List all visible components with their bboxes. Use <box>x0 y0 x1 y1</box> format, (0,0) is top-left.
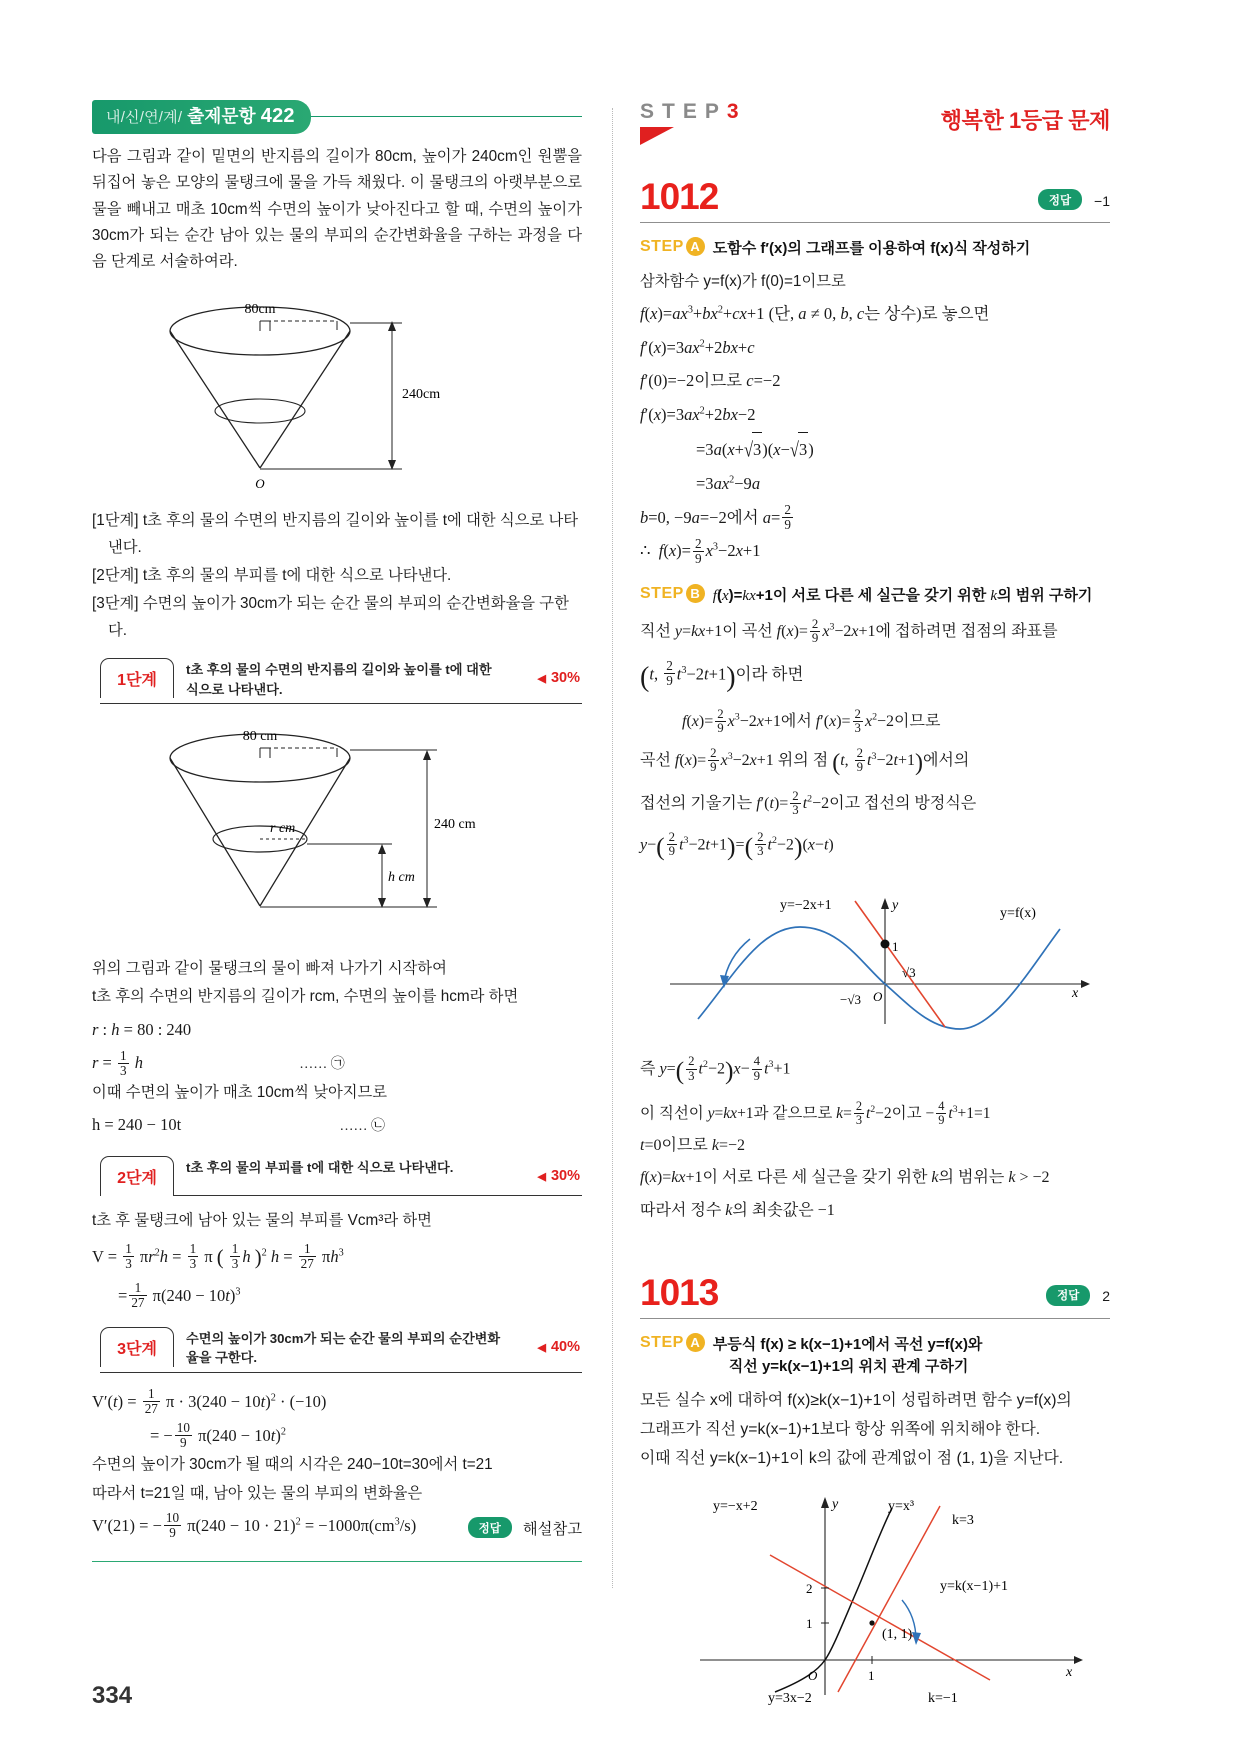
step-tag: [3단계] <box>92 595 139 613</box>
graph-1013-x-axis-label: x <box>1066 1665 1073 1681</box>
equation-ratio: r : h = 80 : 240 <box>92 1019 192 1039</box>
figure2-r-label: r cm <box>270 820 296 836</box>
section-tag <box>92 100 311 134</box>
equation-final: V′(21) = − $\frac{10}{9}$ $\pi(240 - 10 \cdot 21)^2 = -1000\pi(cm^3/s)$ <box>92 1510 417 1541</box>
equation-r: r = $\frac{1}{3}$ h …… ㉠ <box>92 1047 345 1078</box>
line-a1: $f(x)=ax^3+bx^2+cx+1$ (단, a ≠ 0, b, c는 상수)로 놓으면 <box>640 303 990 323</box>
steps-list <box>92 508 582 643</box>
step3-number: 3 <box>726 100 747 123</box>
graph-1012-svg <box>640 879 1100 1034</box>
answer-text: 해설참고 <box>522 1520 582 1538</box>
graph-1013-y-axis-label: y <box>832 1497 839 1513</box>
eq-ref-1: …… ㉠ <box>299 1057 345 1073</box>
line-b2: f(x)= $\frac{2}{9}$ $x^3-2x+1$에서 f′(x)= $\frac{2}{3}$ $x^2-2$이므로 <box>682 706 941 736</box>
column-divider <box>612 108 613 1588</box>
line-a6: $=3ax^2-9a$ <box>696 473 761 493</box>
step-title-line1: 부등식 f(x) ≥ k(x−1)+1에서 곡선 y=f(x)와 <box>712 1335 983 1353</box>
after-figure-line-1: 위의 그림과 같이 물탱크의 물이 빠져 나가기 시작하여 <box>92 959 447 977</box>
step-a-label-1013 <box>640 1333 1110 1379</box>
graph-1013-line3-label: y=3x−2 <box>768 1691 812 1707</box>
step-word: STEP A <box>640 237 705 256</box>
tag-number: 422 <box>260 105 295 127</box>
step-percent-3: ◀ 40% <box>537 1338 580 1355</box>
line-b5: y−( $\frac{2}{9}$ $t^3-2t+1)=$( $\frac{2}{3}$ $t^2-2)(x-t)$ <box>640 829 834 861</box>
answer-row-left <box>468 1517 582 1539</box>
step-a-label-1012 <box>640 237 1110 261</box>
steps-list-item <box>92 563 582 589</box>
step-title: 도함수 f′(x)의 그래프를 이용하여 f(x)식 작성하기 <box>712 240 1031 257</box>
after-figure-line-2: t초 후의 수면의 반지름의 길이가 rcm, 수면의 높이를 hcm라 하면 <box>92 988 519 1006</box>
after-graph-1: 이 직선이 y=kx+1과 같으므로 k= $\frac{2}{3}$ $t^2-2$이고 − $\frac{4}{9}$ $t^3+1=1$ <box>640 1098 991 1127</box>
flag-icon <box>640 127 674 145</box>
graph-1013-k3-label: k=3 <box>952 1513 974 1529</box>
triangle-left-icon: ◀ <box>537 1171 546 1184</box>
graph-1013-family-label: y=k(x−1)+1 <box>940 1579 1009 1595</box>
graph-1012 <box>640 879 1110 1039</box>
step-text: t초 후의 물의 부피를 t에 대한 식으로 나타낸다. <box>142 567 452 585</box>
figure-cone-full <box>92 283 582 498</box>
after-graph-2: t=0이므로 k=−2 <box>640 1136 746 1154</box>
graph-1013-tick-x1: 1 <box>868 1668 875 1684</box>
question-1012-header <box>640 178 1110 215</box>
after-graph-0: 즉 y=( $\frac{2}{3}$ $t^2-2)x-$ $\frac{4}{9}$ $t^3+1$ <box>640 1054 791 1086</box>
fraction-one-third: $\frac{1}{3}$ <box>119 1047 127 1078</box>
step3-subtitle: 행복한 1등급 문제 <box>940 108 1110 133</box>
graph-1012-curve-label: y=f(x) <box>1000 906 1036 922</box>
graph-1013-tick-2: 2 <box>806 1581 813 1597</box>
cone-svg-1 <box>92 283 522 498</box>
step-box-3 <box>100 1327 582 1373</box>
step-chip-3: 3단계 <box>100 1327 174 1367</box>
question-rule <box>640 1318 1110 1319</box>
volume-intro: t초 후 물탱크에 남아 있는 물의 부피를 Vcm³라 하면 <box>92 1212 432 1230</box>
question-1013-header <box>640 1271 1110 1313</box>
step-percent-1: ◀ 30% <box>537 669 580 686</box>
equation-volume-2: = $\frac{1}{27}$ $\pi(240 - 10t)^3$ <box>118 1280 241 1311</box>
graph-1013-origin: O <box>808 1668 818 1684</box>
equation-derivative-2: = − $\frac{10}{9}$ $\pi(240 - 10t)^2$ <box>150 1419 286 1450</box>
steps-list-item <box>92 591 582 644</box>
equation-derivative: V′(t) = $\frac{1}{27}$ $\pi \cdot 3(240 - 10t)^2 \cdot (-10)$ <box>92 1386 327 1417</box>
step-chip-1: 1단계 <box>100 658 174 698</box>
graph-1012-tick-neg: −√3 <box>840 992 861 1008</box>
step-percent-2: ◀ 30% <box>537 1168 580 1185</box>
figure2-height-label: 240 cm <box>434 816 476 832</box>
height-decrease-line: 이때 수면의 높이가 매초 10cm씩 낮아지므로 <box>92 1084 388 1102</box>
line-conclusion: ∴ f(x)= $\frac{2}{9}$ $x^3-2x+1$ <box>640 535 761 566</box>
line-1013-2: 이때 직선 y=k(x−1)+1이 k의 값에 관계없이 점 (1, 1)을 지난다. <box>640 1450 1064 1468</box>
answer-row <box>1038 189 1110 210</box>
after-graph-3: f(x)=kx+1이 서로 다른 세 실근을 갖기 위한 k의 범위는 k > −2 <box>640 1169 1050 1187</box>
answer-value: −1 <box>1094 192 1110 209</box>
step-badge: B <box>686 584 705 603</box>
step-title <box>713 1333 983 1379</box>
after-graph-4: 따라서 정수 k의 최솟값은 −1 <box>640 1202 835 1220</box>
step3-header <box>640 100 1110 152</box>
tag-label: 출제문항 <box>187 106 256 126</box>
step-b-label-1012 <box>640 584 1110 608</box>
graph-1012-tick-pos: √3 <box>902 965 916 981</box>
step-word: STEP B <box>640 584 705 603</box>
graph-1012-x-axis-label: x <box>1072 986 1079 1002</box>
graph-1012-line-label: y=−2x+1 <box>780 898 832 914</box>
eq-ref-2: …… ㉡ <box>339 1119 385 1135</box>
step-text: 수면의 높이가 30cm가 되는 순간 물의 부피의 순간변화율을 구한다. <box>108 595 569 639</box>
figure2-radius-label: 80 cm <box>242 728 278 744</box>
graph-1013 <box>640 1480 1110 1715</box>
step-tag: [2단계] <box>92 567 139 585</box>
step-box-1 <box>100 658 582 704</box>
time-line: 수면의 높이가 30cm가 될 때의 시각은 240−10t=30에서 t=21 <box>92 1456 493 1474</box>
line-1013-0: 모든 실수 x에 대하여 f(x)≥k(x−1)+1이 성립하려면 함수 y=f(x)의 <box>640 1391 1072 1409</box>
line-b3: 곡선 f(x)= $\frac{2}{9}$ $x^3-2x+1$ 위의 점 (t, $\frac{2}{9}$ $t^3-2t+1$)에서의 <box>640 745 970 776</box>
figure1-apex-label: O <box>255 476 265 492</box>
graph-1012-y-axis-label: y <box>892 898 899 914</box>
answer-pill: 정답 <box>468 1517 512 1538</box>
step-box-2 <box>100 1156 582 1196</box>
graph-1012-tick-one: 1 <box>892 939 899 955</box>
line-b1: (t, $\frac{2}{9}$ $t^3-2t+1$)이라 하면 <box>640 658 804 693</box>
figure1-height-label: 240cm <box>402 387 441 403</box>
graph-1012-origin: O <box>873 989 883 1005</box>
answer-pill: 정답 <box>1046 1285 1090 1306</box>
line-b4: 접선의 기울기는 f′(t)= $\frac{2}{3}$ $t^2-2$이고 접선의 방정식은 <box>640 788 977 818</box>
question-number: 1013 <box>640 1271 719 1313</box>
problem-statement: 다음 그림과 같이 밑면의 반지름의 길이가 80cm, 높이가 240cm인 원뿔을 뒤집어 놓은 모양의 물탱크에 물을 가득 채웠다. 이 물탱크의 아랫부분으로 물을 빼내고 매초 10cm씩 수면의 높이가 낮아진다고 할 때, 수면의 높이가 30cm가 되는 순간 남아 있는 물의 부피의 순간변화율을 구하는 과정을 다음 단계로 서술하여라. <box>92 148 582 271</box>
graph-1013-km1-label: k=−1 <box>928 1691 958 1707</box>
line-a5: =3a(x+√3)(x−√3) <box>640 432 1110 467</box>
page-number: 334 <box>92 1682 133 1709</box>
graph-1013-neg-label: y=−x+2 <box>713 1499 758 1515</box>
step-tag: [1단계] <box>92 512 139 530</box>
question-rule <box>640 222 1110 223</box>
triangle-left-icon: ◀ <box>537 1341 546 1354</box>
line-a4: $f'(x)=3ax^2+2bx-2$ <box>640 405 756 425</box>
line-a0: 삼차함수 y=f(x)가 f(0)=1이므로 <box>640 272 846 290</box>
line-1013-1: 그래프가 직선 y=k(x−1)+1보다 항상 위쪽에 위치해야 한다. <box>640 1421 1041 1439</box>
step-badge: A <box>686 1333 705 1352</box>
step-text: t초 후의 물의 수면의 반지름의 길이와 높이를 t에 대한 식으로 나타낸다. <box>108 512 579 556</box>
question-number: 1012 <box>640 176 719 217</box>
step3-word: STEP <box>640 100 727 123</box>
line-a2: $f'(x)=3ax^2+2bx+c$ <box>640 337 755 357</box>
steps-list-item <box>92 508 582 561</box>
final-line: 따라서 t=21일 때, 남아 있는 물의 부피의 변화율은 <box>92 1484 423 1502</box>
answer-value: 2 <box>1102 1288 1110 1305</box>
figure-cone-partial <box>92 716 582 946</box>
line-b0: 직선 y=kx+1이 곡선 f(x)= $\frac{2}{9}$ $x^3-2x+1$에 접하려면 접점의 좌표를 <box>640 616 1058 645</box>
tag-prefix: 내/신/연/계/ <box>106 109 183 126</box>
triangle-left-icon: ◀ <box>537 672 546 685</box>
graph-1013-svg <box>640 1480 1100 1710</box>
graph-1013-tick-1: 1 <box>806 1616 813 1632</box>
step-text-3: 수면의 높이가 30cm가 되는 순간 물의 부피의 순간변화율을 구한다. <box>186 1330 501 1366</box>
step-word: STEP A <box>640 1333 705 1352</box>
left-column <box>92 100 582 1562</box>
line-a3: f′(0)=−2이므로 c=−2 <box>640 371 781 391</box>
answer-pill: 정답 <box>1038 189 1082 210</box>
figure1-radius-label: 80cm <box>244 302 276 318</box>
graph-1013-point-label: (1, 1) <box>882 1627 913 1643</box>
right-column <box>640 100 1110 1715</box>
equation-h: h = 240 − 10t …… ㉡ <box>92 1115 385 1135</box>
graph-1013-cube-label: y=x³ <box>888 1499 915 1515</box>
step-text-1: t초 후의 물의 수면의 반지름의 길이와 높이를 t에 대한 식으로 나타낸다. <box>186 661 492 697</box>
answer-row <box>1046 1285 1110 1306</box>
cone-svg-2 <box>92 716 542 946</box>
step-title: f(x)=kx+1이 서로 다른 세 실근을 갖기 위한 k의 범위 구하기 <box>712 587 1093 605</box>
equation-volume: V = $\frac{1}{3}$ $\pi r^2h$ = $\frac{1}{3}$ π ( $\frac{1}{3}$ h )$^2$ h = $\frac{1}{27}$ $\pi h^3$ <box>92 1241 344 1271</box>
bottom-rule <box>92 1561 582 1562</box>
line-b: b=0, −9a=−2에서 a= $\frac{2}{9}$ <box>640 502 791 532</box>
step-title-line2: 직선 y=k(x−1)+1의 위치 관계 구하기 <box>728 1358 969 1376</box>
step-badge: A <box>686 237 705 256</box>
step-text-2: t초 후의 물의 부피를 t에 대한 식으로 나타낸다. <box>186 1160 454 1176</box>
section-tag-wrapper <box>92 100 582 134</box>
step-chip-2: 2단계 <box>100 1156 174 1196</box>
figure2-h-label: h cm <box>388 869 415 885</box>
